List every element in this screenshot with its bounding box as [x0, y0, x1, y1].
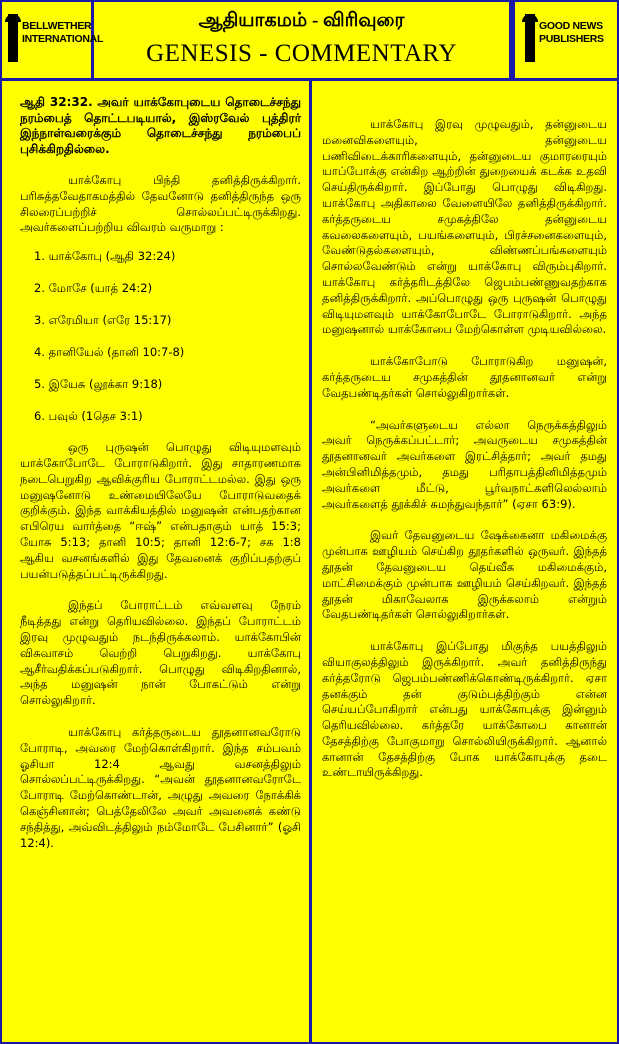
header	[2, 2, 617, 81]
list-item: 3. எரேமியா (எரே 15:17)	[34, 313, 172, 328]
left-logo-box	[2, 2, 104, 78]
right-column	[312, 81, 617, 1042]
right-quote: “அவர்களுடைய எல்லா நெருக்கத்திலும் அவர் நெருக்கப்பட்டார்; அவருடைய சமுகத்தின் தூதனானவர் அவர்களை இரட்சித்தார்; அவர் தமது அன்பினிமித்தமும், தமது பரிதாபத்தினிமித்தமும் அவர்களை மீட்டு, பூர்வநாட்களிலெல்லாம் அவர்களைத் தூக்கிச் சுமந்துவந்தார்” (ஏசா 63:9).	[322, 417, 607, 511]
title-english: GENESIS - COMMENTARY	[146, 40, 457, 67]
left-column	[2, 81, 312, 1042]
left-paragraph-1: யாக்கோபு பிந்தி தனித்திருக்கிறார். பரிசுத்தவேதாகமத்தில் தேவனோடு தனித்திருந்த ஒரு சிலரைப்பற்றிச் சொல்லப்பட்டிருக்கிறது. அவர்களைப்பற்றிய விவரம் வருமாறு :	[20, 173, 301, 235]
right-paragraph-1: யாக்கோபு இரவு முழுவதும், தன்னுடைய மனைவிகளையும், தன்னுடைய பணிவிடைக்காரிகளையும், தன்னுடைய குமாரரையும் யாப்போக்கு என்கிற ஆற்றின் துறையைக் கடக்க உதவி செய்திருக்கிறார். இப்போது பொழுது விடிகிறது. யாக்கோபு அதிகாலை வேளையிலே தனித்திருக்கிறார். கர்த்தருடைய சமுகத்திலே தன்னுடைய கவலைகளையும், பயங்களையும், பிரச்சனைகளையும், வேண்டுதல்களையும், விண்ணப்பங்களையும் சொல்லவேண்டும் என்று யாக்கோபு விரும்புகிறார். யாக்கோபு கர்த்தரிடத்திலே ஜெபம்பண்ணுவதற்காக தனித்திருக்கிறார். அப்பொழுது ஒரு புருஷன் பொழுது விடியுமளவும் யாக்கோபோடே போராடுகிறார். அந்த மனுஷனால் யாக்கோபை மேற்கொள்ள முடியவில்லை.	[322, 117, 607, 337]
verse-text: ஆதி 32:32. அவர் யாக்கோபுடைய தொடைச்சந்து நரம்பைத் தொட்டபடியால், இஸ்ரவேல் புத்திரர் இந்நாள்வரைக்கும் தொடைச்சந்து நரம்பைப் புசிக்கிறதில்லை.	[20, 95, 301, 156]
list-item: 5. இயேசு (லூக்கா 9:18)	[34, 377, 163, 392]
bellwether-logo	[8, 10, 104, 70]
right-paragraph-5: யாக்கோபு இப்போது மிகுந்த பயத்திலும் வியாகுலத்திலும் இருக்கிறார். அவர் தனித்திருந்து கர்த்தரோடு ஜெபம்பண்ணிக்கொண்டிருக்கிறார். ஏசா தனக்கும் தன் குடும்பத்திற்கும் என்ன செய்யப்போகிறார் என்பது யாக்கோபுக்கு இன்னும் தெரியவில்லை. கர்த்தரே யாக்கோபை கானான் தேசத்திற்கு போகுமாறு சொல்லியிருக்கிறார். ஆனால் கானான் தேசத்திற்கு போக யாக்கோபுக்கு தடை உண்டாயிருக்கிறது.	[322, 639, 607, 780]
right-logo-line-2: PUBLISHERS	[539, 33, 604, 45]
left-paragraph-2: ஒரு புருஷன் பொழுது விடியுமளவும் யாக்கோபோடே போராடுகிறார். இது சாதாரணமாக நடைபெறுகிற ஆவிக்குரிய போராட்டமல்ல. இது ஒரு மனுஷனோடு உண்மையிலேயே போராடுவதைக் குறிக்கும். இந்த வாக்கியத்தில் மனுஷன் என்பதற்கான எபிரெய வார்த்தை “ஈஷ்” என்பதாகும் யாத் 15:3; யோசு 5:13; தானி 10:5; தானி 12:6-7; சக 1:8 ஆகிய வசனங்களில் இது தேவனைக் குறிப்பதற்குப் பயன்படுத்தப்பட்டிருக்கிறது.	[20, 440, 301, 581]
left-paragraph-3: இந்தப் போராட்டம் எவ்வளவு நேரம் நீடித்தது என்று தெரியவில்லை. இந்தப் போராட்டம் இரவு முழுவதும் நடந்திருக்கலாம். யாக்கோபின் விசுவாசம் வெற்றி பெறுகிறது. யாக்கோபு ஆசீர்வதிக்கப்படுகிறார். பொழுது விடிகிறதினால், அந்த மனுஷன் நான் போகட்டும் என்று சொல்லுகிறார்.	[20, 598, 301, 708]
left-paragraph-4: யாக்கோபு கர்த்தருடைய தூதனானவரோடு போராடி, அவரை மேற்கொள்கிறார். இந்த சம்பவம் ஓசியா 12:4 ஆவது வசனத்திலும் சொல்லப்பட்டிருக்கிறது. “அவன் தூதனானவரோடே போராடி மேற்கொண்டான், அழுது அவரை நோக்கிக் கெஞ்சினான்; பெத்தேலிலே அவர் அவனைக் கண்டு சந்தித்து, அவ்விடத்திலும் நம்மோடே பேசினார்” (ஓசி 12:4).	[20, 724, 301, 850]
right-logo-box	[512, 2, 617, 78]
lighthouse-icon	[525, 14, 535, 62]
left-logo-line-2: INTERNATIONAL	[22, 33, 104, 45]
list-item: 4. தானியேல் (தானி 10:7-8)	[34, 345, 185, 360]
list-item: 2. மோசே (யாத் 24:2)	[34, 281, 153, 296]
left-logo-line-1: BELLWETHER	[22, 20, 92, 32]
title-box	[94, 2, 512, 78]
list-item: 1. யாக்கோபு (ஆதி 32:24)	[34, 249, 176, 264]
lighthouse-icon	[8, 14, 18, 62]
right-paragraph-4: இவர் தேவனுடைய ஷேக்கைனா மகிமைக்கு முன்பாக ஊழியம் செய்கிற தூதர்களில் ஒருவர். இந்தத் தூதன் தேவனுடைய தெய்வீக மகிமைக்கும், மாட்சிமைக்கும் முன்பாக ஊழியம் செய்கிறவர். இந்தத் தூதன் மிகாவேலாக இருக்கலாம் என்றும் வேதபண்டிதர்கள் சொல்லுகிறார்கள்.	[322, 528, 607, 622]
right-paragraph-2: யாக்கோபோடு போராடுகிற மனுஷன், கர்த்தருடைய சமுகத்தின் தூதனானவர் என்று வேதபண்டிதர்கள் சொல்லுகிறார்கள்.	[322, 354, 607, 400]
good-news-logo	[525, 10, 609, 70]
right-logo-line-1: GOOD NEWS	[539, 20, 603, 32]
title-tamil: ஆதியாகமம் - விரிவுரை	[198, 10, 405, 31]
reference-list	[34, 248, 301, 424]
list-item: 6. பவுல் (1தெச 3:1)	[34, 409, 143, 424]
